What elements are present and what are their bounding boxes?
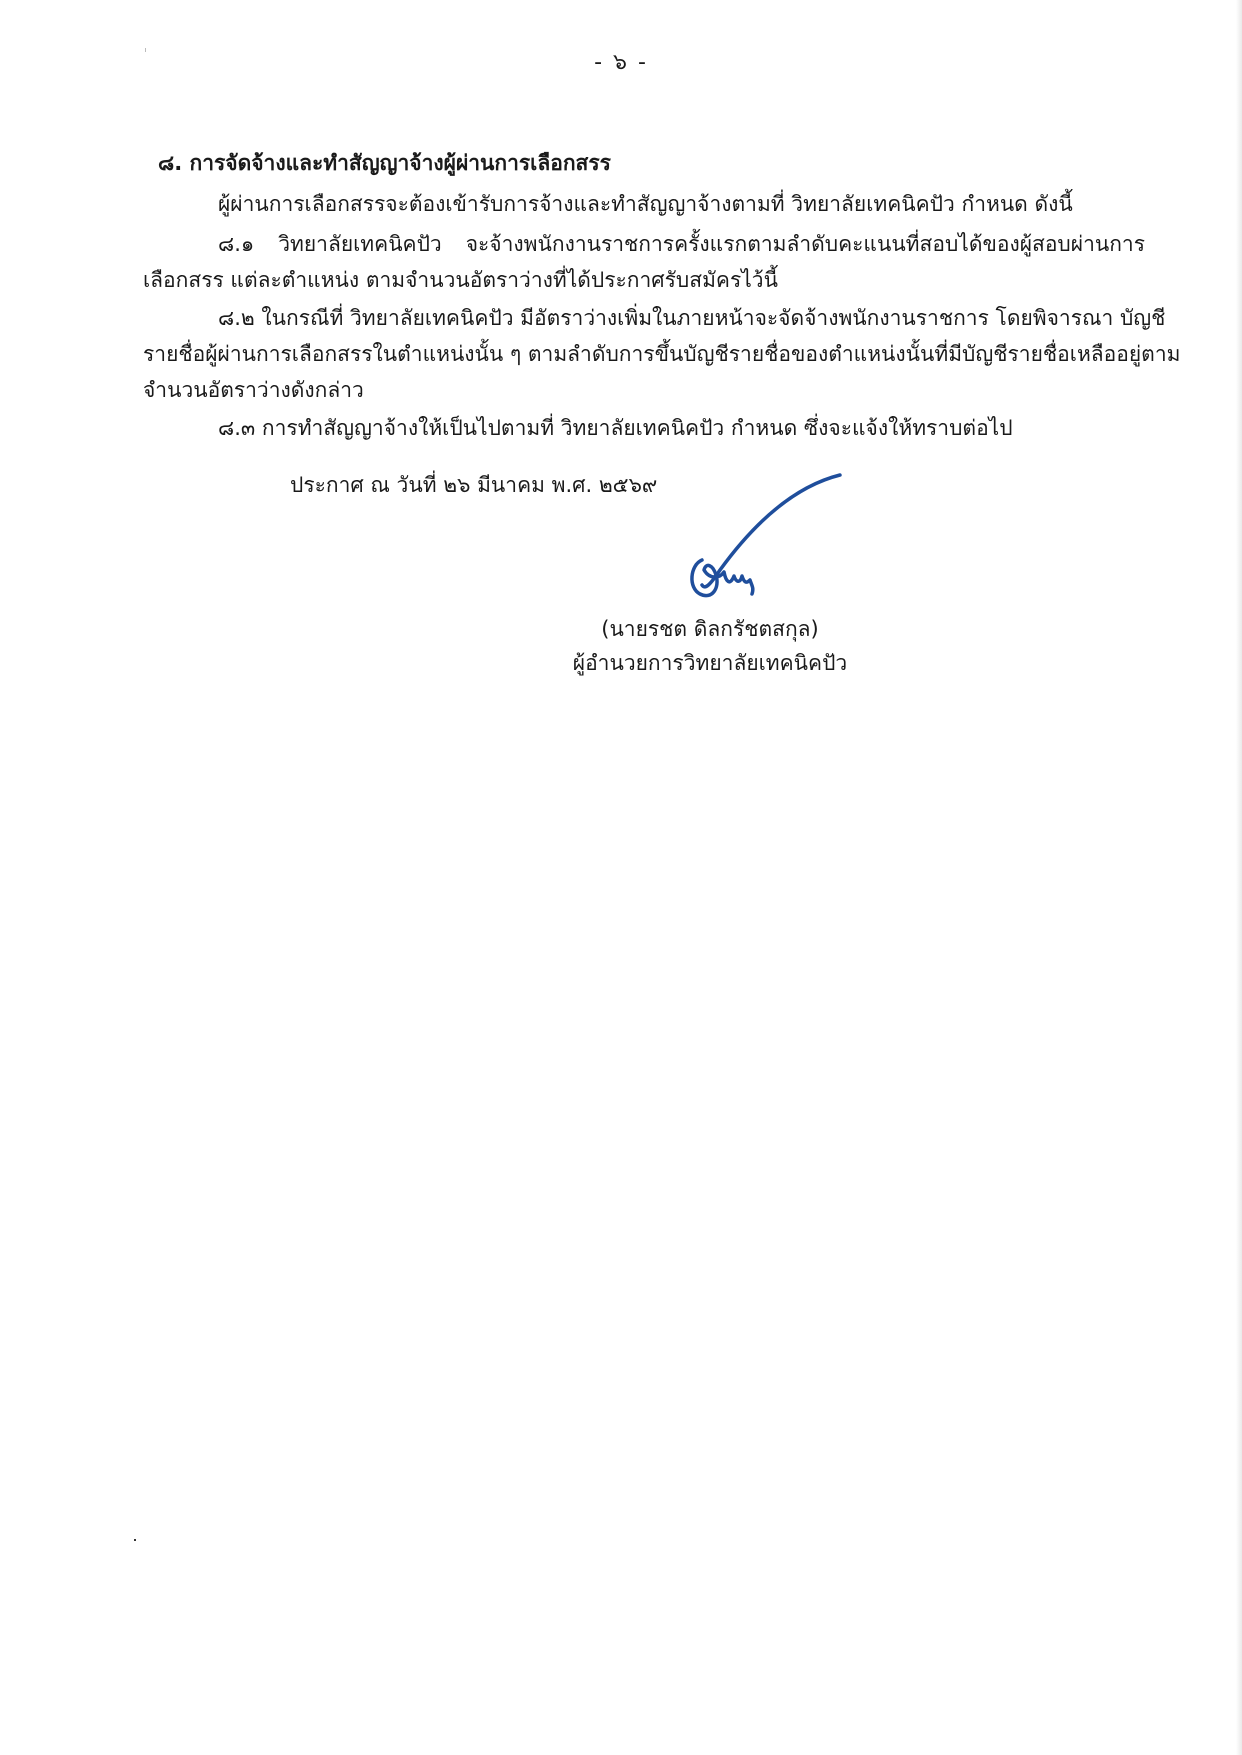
scan-speck <box>134 1539 136 1541</box>
signature-icon <box>680 470 860 610</box>
clause-8-3-line-1: ๘.๓ การทำสัญญาจ้างให้เป็นไปตามที่ วิทยาลัยเทคนิคปัว กำหนด ซึ่งจะแจ้งให้ทราบต่อไป <box>218 416 1013 440</box>
scan-page-edge <box>1236 0 1242 1755</box>
clause-8-2-line-2: รายชื่อผู้ผ่านการเลือกสรรในตำแหน่งนั้น ๆ ตามลำดับการขึ้นบัญชีรายชื่อของตำแหน่งนั้นที่มีบัญชีรายชื่อเหลืออยู่ตาม <box>143 342 1181 366</box>
signatory-name: (นายรชต ดิลกรัชตสกุล) <box>601 617 819 641</box>
section-heading: ๘. การจัดจ้างและทำสัญญาจ้างผู้ผ่านการเลือกสรร <box>158 151 611 175</box>
page-number: - ๖ - <box>594 50 648 75</box>
scan-speck <box>145 48 146 52</box>
signatory-title: ผู้อำนวยการวิทยาลัยเทคนิคปัว <box>572 651 848 675</box>
clause-8-1-line-1: ๘.๑ วิทยาลัยเทคนิคปัว จะจ้างพนักงานราชการครั้งแรกตามลำดับคะแนนที่สอบได้ของผู้สอบผ่านการ <box>218 232 1145 256</box>
clause-8-2-line-1: ๘.๒ ในกรณีที่ วิทยาลัยเทคนิคปัว มีอัตราว่างเพิ่มในภายหน้าจะจัดจ้างพนักงานราชการ โดยพิจารณา บัญชี <box>218 306 1166 330</box>
section-intro: ผู้ผ่านการเลือกสรรจะต้องเข้ารับการจ้างและทำสัญญาจ้างตามที่ วิทยาลัยเทคนิคปัว กำหนด ดังนี้ <box>218 192 1073 216</box>
clause-8-1-line-2: เลือกสรร แต่ละตำแหน่ง ตามจำนวนอัตราว่างที่ได้ประกาศรับสมัครไว้นี้ <box>143 268 778 292</box>
clause-8-2-line-3: จำนวนอัตราว่างดังกล่าว <box>143 378 364 402</box>
announcement-date: ประกาศ ณ วันที่ ๒๖ มีนาคม พ.ศ. ๒๕๖๙ <box>290 473 658 497</box>
